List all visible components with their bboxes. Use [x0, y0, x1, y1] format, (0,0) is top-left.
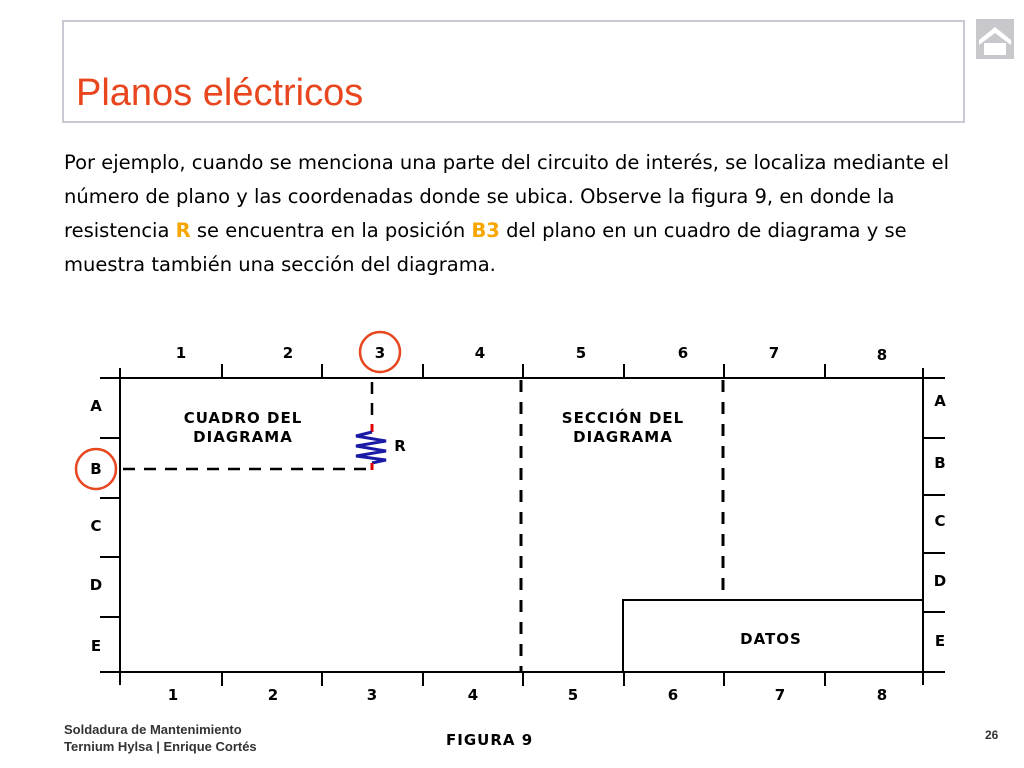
home-icon: [976, 19, 1014, 59]
home-button[interactable]: [976, 19, 1014, 59]
title-box: [62, 20, 965, 123]
column-label-top: 5: [575, 344, 587, 362]
column-label-bottom: 3: [366, 686, 378, 704]
row-label-right: A: [934, 392, 946, 410]
row-label-left: A: [90, 397, 102, 415]
column-label-top: 4: [474, 344, 486, 362]
paragraph-text-1: Por ejemplo, cuando se menciona una parte del circuito de interés, se localiza mediante el número de plano y las coordenadas donde se ubica. Observe la figura 9, en donde la resistencia: [64, 151, 950, 242]
column-label-top: 3: [374, 344, 386, 362]
page-number: 26: [985, 728, 999, 742]
page-title: Planos eléctricos: [76, 72, 364, 114]
highlight-resistor: R: [175, 219, 191, 242]
column-label-bottom: 5: [567, 686, 579, 704]
row-label-left: C: [90, 517, 102, 535]
column-label-top: 8: [876, 346, 888, 364]
footer-course: Soldadura de Mantenimiento: [64, 722, 242, 737]
figure-diagram: [0, 320, 1024, 720]
cuadro-label-1: CUADRO DEL: [183, 409, 303, 427]
paragraph-text-3: del plano en un cuadro de diagrama y se muestra también una sección del diagrama.: [64, 219, 907, 276]
column-label-bottom: 6: [667, 686, 679, 704]
figure-caption: FIGURA 9: [446, 731, 534, 749]
column-label-top: 6: [677, 344, 689, 362]
row-label-right: C: [934, 512, 946, 530]
column-label-bottom: 1: [167, 686, 179, 704]
row-label-left: D: [89, 576, 103, 594]
row-label-right: B: [934, 454, 946, 472]
row-label-right: D: [933, 572, 947, 590]
resistor-label: R: [394, 437, 406, 455]
column-label-bottom: 4: [467, 686, 479, 704]
column-label-top: 1: [175, 344, 187, 362]
resistor-symbol: [356, 424, 386, 470]
paragraph-text-2: se encuentra en la posición: [190, 219, 472, 242]
highlight-position: B3: [471, 219, 500, 242]
body-paragraph: [64, 146, 984, 282]
column-label-top: 2: [282, 344, 294, 362]
row-label-right: E: [934, 632, 946, 650]
seccion-label-2: DIAGRAMA: [573, 428, 673, 446]
column-label-bottom: 7: [774, 686, 786, 704]
footer-credits: [64, 721, 257, 755]
column-label-bottom: 8: [876, 686, 888, 704]
cuadro-label-2: DIAGRAMA: [193, 428, 293, 446]
row-label-left: E: [90, 637, 102, 655]
column-label-top: 7: [768, 344, 780, 362]
row-label-left: B: [90, 460, 102, 478]
column-label-bottom: 2: [267, 686, 279, 704]
seccion-label-1: SECCIÓN DEL: [561, 409, 685, 427]
footer-author: Ternium Hylsa | Enrique Cortés: [64, 739, 257, 754]
datos-label: DATOS: [740, 630, 802, 648]
